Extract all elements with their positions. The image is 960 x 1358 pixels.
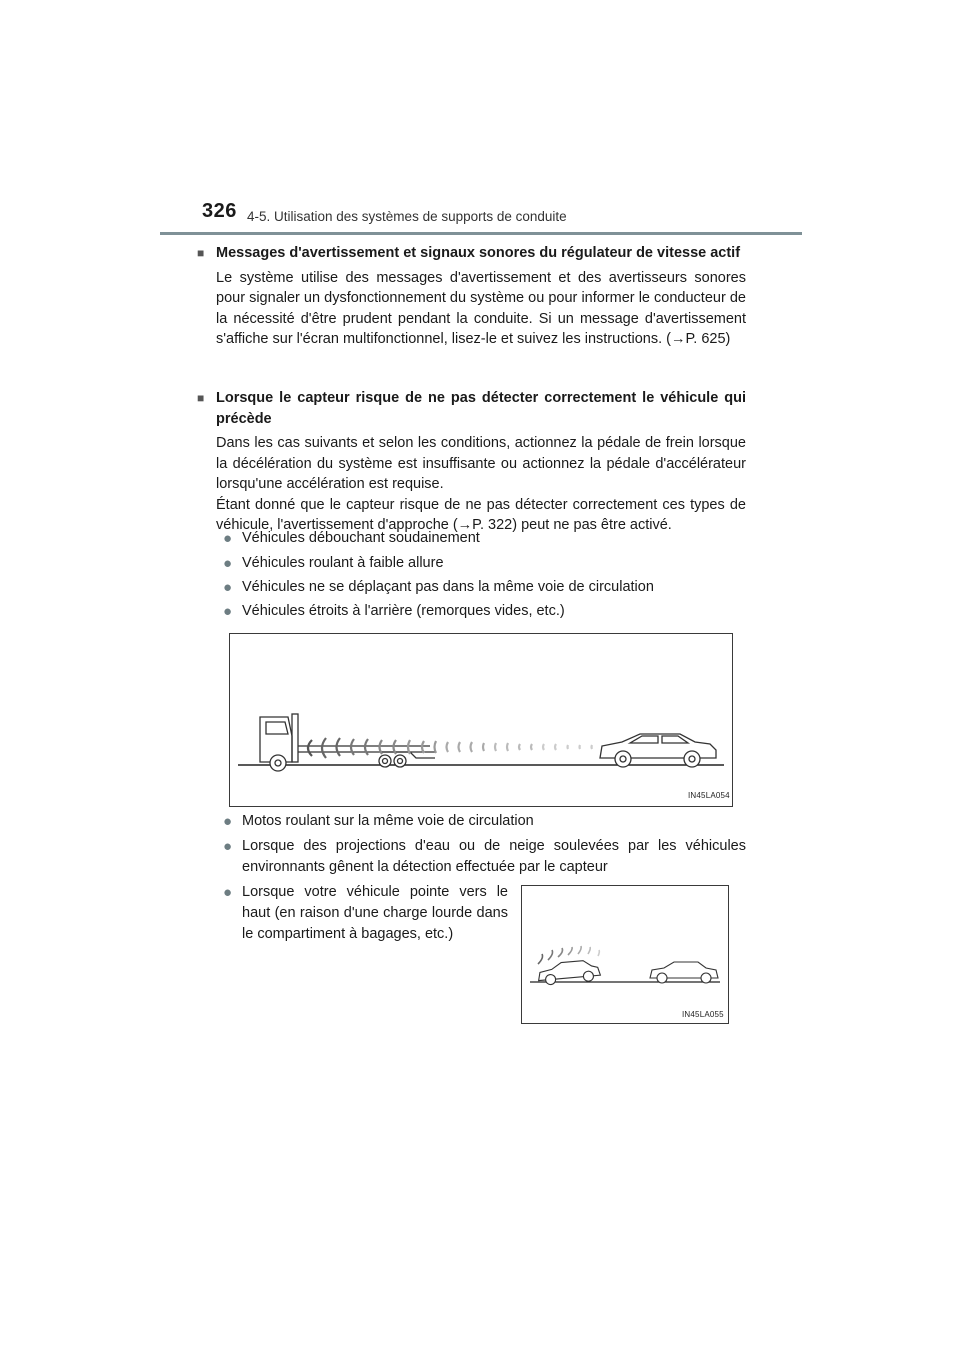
section-body: Le système utilise des messages d'avertissement et des avertisseurs sonores pour signaler un dysfonctionnement du système ou pour informer le conducteur de la nécessité d'être prudent pendant la conduite. Si un message d'avertissement s'affiche sur l'écran multifonctionnel, lisez-le et suivez les instructions. (→P. 625) [216,269,746,347]
circle-bullet-icon: ● [223,555,233,572]
list-item: ● Lorsque des projections d'eau ou de neige soulevées par les véhicules environnants gênent la détection effectuée par le capteur [223,836,746,878]
list-item: ● Véhicules roulant à faible allure [223,555,444,572]
section-heading: Messages d'avertissement et signaux sonores du régulateur de vitesse actif [216,245,741,261]
list-item: ● Lorsque votre véhicule pointe vers le haut (en raison d'une charge lourde dans le compartiment à bagages, etc.) [223,882,508,945]
radar-wave-icon [308,738,592,758]
circle-bullet-icon: ● [223,579,233,596]
car-icon [650,962,718,983]
section-title: 4-5. Utilisation des systèmes de supports de conduite [247,209,567,224]
body-paragraph: Dans les cas suivants et selon les conditions, actionnez la pédale de frein lorsque la décélération du système est insuffisante ou actionnez la pédale d'accélérateur lorsqu'une accélération est requise. [216,435,746,492]
illustration-vehicle-pointing-up [521,885,729,1024]
figure-code: IN45LA055 [682,1010,724,1019]
square-bullet-icon: ■ [197,246,205,260]
radar-wave-icon [538,946,599,964]
circle-bullet-icon: ● [223,838,233,855]
list-item: ● Motos roulant sur la même voie de circulation [223,813,534,830]
section-heading: Lorsque le capteur risque de ne pas détecter correctement le véhicule qui précède [216,390,746,427]
square-bullet-icon: ■ [197,391,205,405]
circle-bullet-icon: ● [223,530,233,547]
circle-bullet-icon: ● [223,603,233,620]
header-divider [160,232,802,235]
list-item: ● Véhicules ne se déplaçant pas dans la même voie de circulation [223,579,654,596]
page-number: 326 [202,200,237,222]
illustration-truck-trailer [229,633,733,807]
figure-code: IN45LA054 [688,791,730,800]
circle-bullet-icon: ● [223,813,233,830]
section-sensor-detection [197,388,746,536]
body-paragraph: Étant donné que le capteur risque de ne pas détecter correctement ces types de véhicule, l'avertissement d'approche (→P. 322) peut ne pas être activé. [216,496,746,533]
list-item: ● Véhicules étroits à l'arrière (remorques vides, etc.) [223,603,565,620]
cars-illustration [522,886,728,1023]
section-body [216,433,746,536]
car-icon [600,734,716,767]
list-item: ● Véhicules débouchant soudainement [223,530,480,547]
circle-bullet-icon: ● [223,884,233,901]
truck-and-car-illustration [230,634,732,806]
section-warning-messages [197,243,746,350]
